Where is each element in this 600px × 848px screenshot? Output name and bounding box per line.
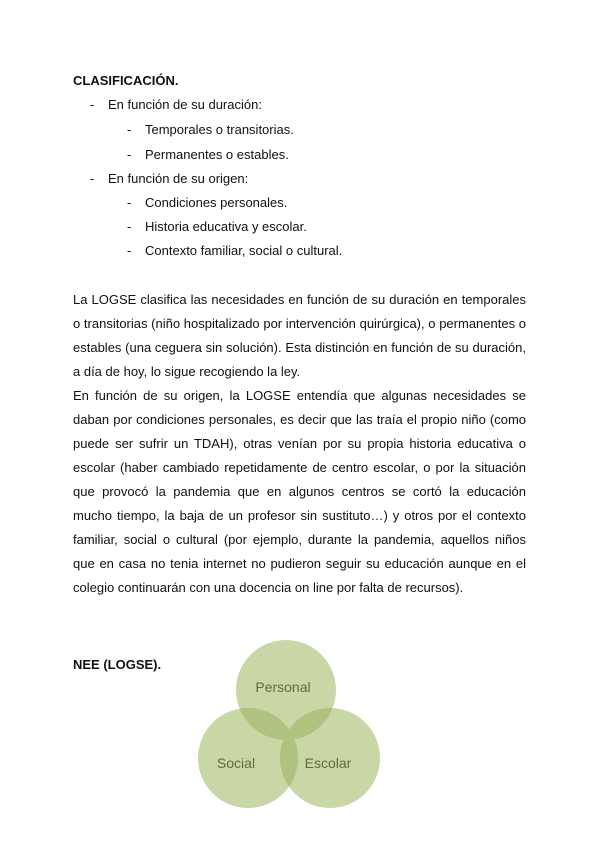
sub-list-item-label: Contexto familiar, social o cultural. <box>145 243 343 258</box>
venn-diagram <box>190 640 400 816</box>
list-item-label: En función de su origen: <box>108 171 249 186</box>
venn-label-personal: Personal <box>255 679 311 695</box>
classification-heading: CLASIFICACIÓN. <box>73 73 179 88</box>
paragraph-duration: La LOGSE clasifica las necesidades en función de su duración en temporales o transitorias (niño hospitalizado por intervención quirúrgica), o permanentes o estables (una ceguera sin solución). Esta distinción en función de su duración, a día de hoy, lo sigue recogiendo la ley. <box>73 292 526 379</box>
list-dash: - <box>127 243 132 258</box>
list-dash: - <box>127 147 132 162</box>
venn-label-social: Social <box>216 755 256 771</box>
list-dash: - <box>127 219 132 234</box>
list-dash: - <box>127 122 132 137</box>
sub-list-item-label: Condiciones personales. <box>145 195 288 210</box>
list-dash: - <box>90 171 95 186</box>
nee-heading: NEE (LOGSE). <box>73 657 162 672</box>
venn-label-escolar: Escolar <box>304 755 352 771</box>
list-dash: - <box>127 195 132 210</box>
list-item-label: En función de su duración: <box>108 97 262 112</box>
sub-list-item-label: Temporales o transitorias. <box>145 122 294 137</box>
paragraph-origin: En función de su origen, la LOGSE entendía que algunas necesidades se daban por condiciones personales, es decir que las traía el propio niño (como puede ser sufrir un TDAH), otras venían por su propia historia educativa o escolar (haber cambiado repetidamente de centro escolar, o por la situación que provocó la pandemia que en algunos centros se cortó la educación mucho tiempo, la baja de un profesor sin sustituto…) y otros por el contexto familiar, social o cultural (por ejemplo, durante la pandemia, aquellos niños que en casa no tenia internet no pudieron seguir su educación aunque en el colegio continuarán con una docencia on line por falta de recursos). <box>73 388 526 595</box>
sub-list-item-label: Permanentes o estables. <box>145 147 289 162</box>
sub-list-item-label: Historia educativa y escolar. <box>145 219 307 234</box>
list-dash: - <box>90 97 95 112</box>
